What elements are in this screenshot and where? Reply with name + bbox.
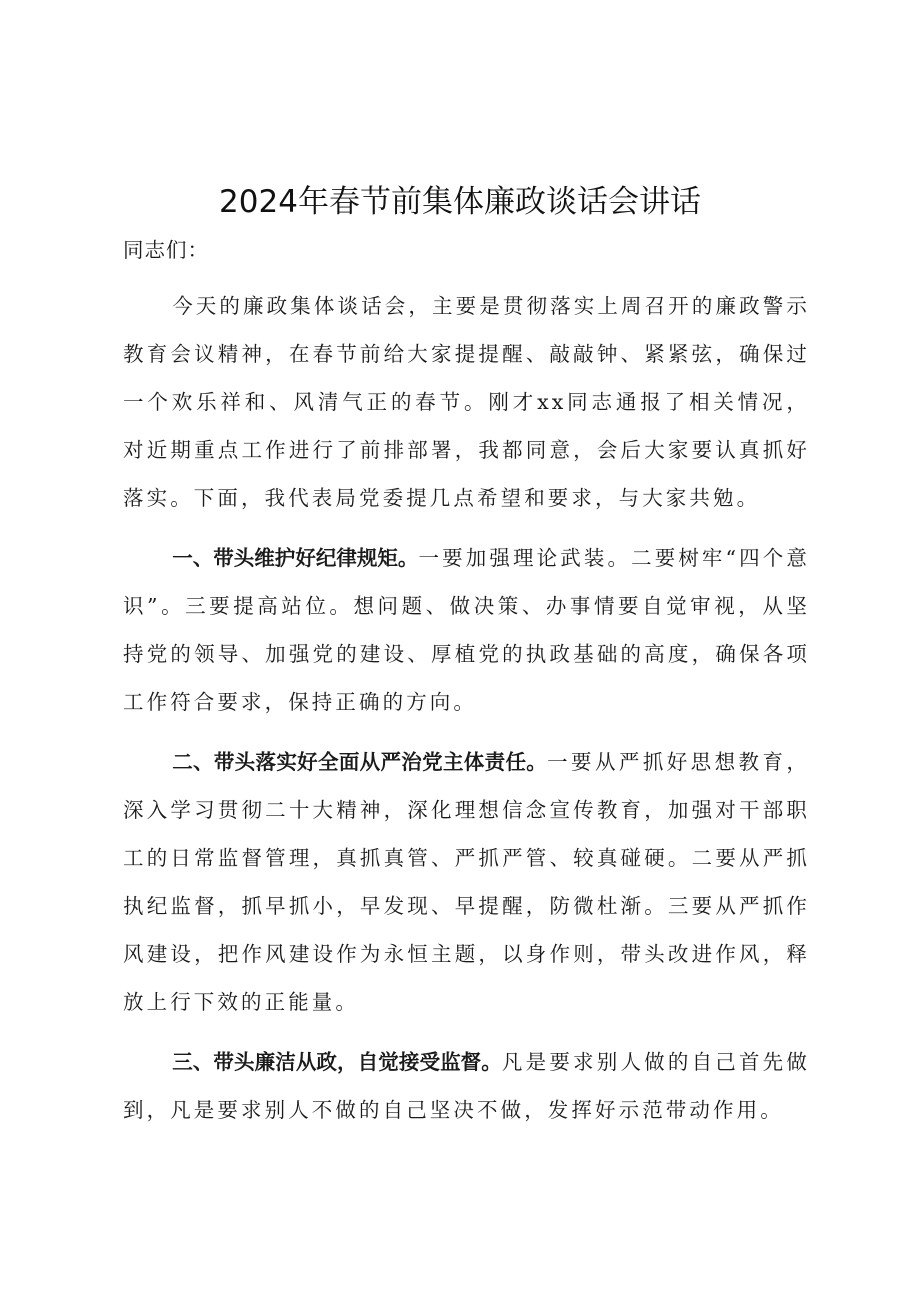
section-heading: 三、带头廉洁从政，自觉接受监督。	[172, 1050, 502, 1074]
paragraph-section-1	[123, 534, 810, 726]
section-heading: 一、带头维护好纪律规矩。	[172, 546, 419, 570]
salutation: 同志们：	[123, 238, 209, 262]
paragraph-section-3	[123, 1038, 810, 1134]
paragraph-text: 一要从严抓好思想教育，深入学习贯彻二十大精神，深化理想信念宣传教育，加强对干部职工的日常监督管理，真抓真管、严抓严管、较真碰硬。二要从严抓执纪监督，抓早抓小，早发现、早提醒，防微杜渐。三要从严抓作风建设，把作风建设作为永恒主题，以身作则，带头改进作风，释放上行下效的正能量。	[123, 750, 810, 1014]
section-heading: 二、带头落实好全面从严治党主体责任。	[172, 750, 548, 774]
paragraph-text: 凡是要求别人做的自己首先做到，凡是要求别人不做的自己坚决不做，发挥好示范带动作用。	[123, 1050, 810, 1122]
paragraph-text: 一要加强理论武装。二要树牢“四个意识”。三要提高站位。想问题、做决策、办事情要自觉审视，从坚持党的领导、加强党的建设、厚植党的执政基础的高度，确保各项工作符合要求，保持正确的方向。	[123, 546, 811, 714]
document-title: 2024年春节前集体廉政谈话会讲话	[219, 184, 701, 220]
paragraph-section-2	[123, 738, 810, 1026]
paragraph-text: 今天的廉政集体谈话会，主要是贯彻落实上周召开的廉政警示教育会议精神，在春节前给大家提提醒、敲敲钟、紧紧弦，确保过一个欢乐祥和、风清气正的春节。刚才xx同志通报了相关情况，对近期重点工作进行了前排部署，我都同意，会后大家要认真抓好落实。下面，我代表局党委提几点希望和要求，与大家共勉。	[123, 294, 810, 510]
document-body	[123, 226, 810, 1134]
paragraph-intro	[123, 282, 810, 522]
